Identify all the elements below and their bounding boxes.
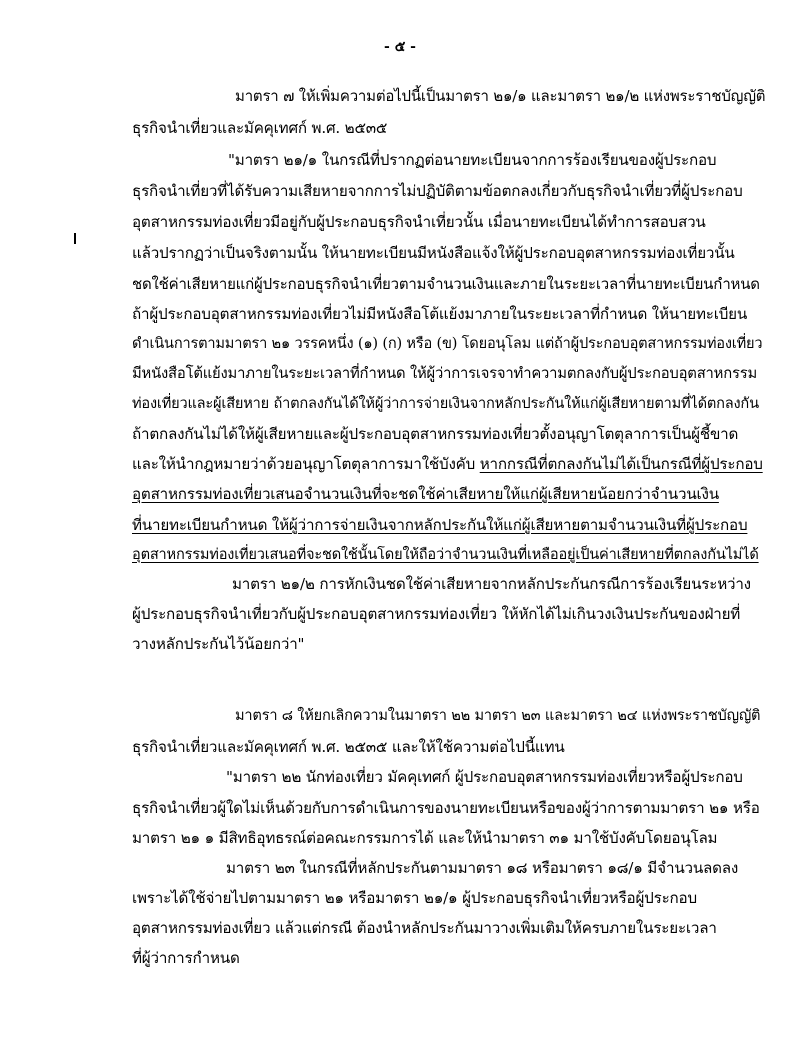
text-line: มาตรา ๒๓ ในกรณีที่หลักประกันตามมาตรา ๑๘ หรือมาตรา ๑๘/๑ มีจำนวนลดลง: [226, 859, 739, 877]
text-line: เพราะได้ใช้จ่ายไปตามมาตรา ๒๑ หรือมาตรา ๒๑/๑ ผู้ประกอบธุรกิจนำเที่ยวหรือผู้ประกอบ: [132, 889, 697, 907]
text-line: อุตสาหกรรมท่องเที่ยว แล้วแต่กรณี ต้องนำหลักประกันมาวางเพิ่มเติมให้ครบภายในระยะเวลา: [132, 919, 717, 937]
text-line: ธุรกิจนำเที่ยวและมัคคุเทศก์ พ.ศ. ๒๕๓๕ และให้ใช้ความต่อไปนี้แทน: [132, 738, 565, 756]
text-line: "มาตรา ๒๒ นักท่องเที่ยว มัคคุเทศก์ ผู้ประกอบอุตสาหกรรมท่องเที่ยวหรือผู้ประกอบ: [226, 768, 743, 786]
text-line: ถ้าตกลงกันไม่ได้ให้ผู้เสียหายและผู้ประกอบอุตสาหกรรมท่องเที่ยวตั้งอนุญาโตตุลาการเป็นผู้ชี้ขาด: [132, 425, 739, 443]
text-line: อุตสาหกรรมท่องเที่ยวเสนอที่จะชดใช้นั้นโดยให้ถือว่าจำนวนเงินที่เหลืออยู่เป็นค่าเสียหายที่ตกลงกันไม่ได้: [132, 546, 759, 563]
scan-mark: [74, 233, 76, 244]
text-line: ธุรกิจนำเที่ยวผู้ใดไม่เห็นด้วยกับการดำเนินการของนายทะเบียนหรือของผู้ว่าการตามมาตรา ๒๑ หรือ: [132, 799, 760, 817]
page-number: - ๕ -: [384, 39, 416, 55]
text-line: ธุรกิจนำเที่ยวและมัคคุเทศก์ พ.ศ. ๒๕๓๕: [132, 119, 388, 137]
text-line: ดำเนินการตามมาตรา ๒๑ วรรคหนึ่ง (๑) (ก) หรือ (ข) โดยอนุโลม แต่ถ้าผู้ประกอบอุตสาหกรรมท่องเที่ยว: [132, 335, 763, 352]
text-line: อุตสาหกรรมท่องเที่ยวมีอยู่กับผู้ประกอบธุรกิจนำเที่ยวนั้น เมื่อนายทะเบียนได้ทำการสอบสวน: [132, 213, 706, 231]
text-line: มาตรา ๒๑ ๑ มีสิทธิอุทธรณ์ต่อคณะกรรมการได้ และให้นำมาตรา ๓๑ มาใช้บังคับโดยอนุโลม: [132, 829, 718, 847]
text-line: มีหนังสือโต้แย้งมาภายในระยะเวลาที่กำหนด ให้ผู้ว่าการเจรจาทำความตกลงกับผู้ประกอบอุตสาหกรรม: [132, 365, 758, 382]
text-line: อุตสาหกรรมท่องเที่ยวเสนอจำนวนเงินที่จะชดใช้ค่าเสียหายให้แก่ผู้เสียหายน้อยกว่าจำนวนเงิน: [132, 485, 719, 503]
text-line: มาตรา ๒๑/๒ การหักเงินชดใช้ค่าเสียหายจากหลักประกันกรณีการร้องเรียนระหว่าง: [232, 575, 751, 593]
text-line: มาตรา ๗ ให้เพิ่มความต่อไปนี้เป็นมาตรา ๒๑/๑ และมาตรา ๒๑/๒ แห่งพระราชบัญญัติ: [235, 87, 766, 105]
text-line: วางหลักประกันไว้น้อยกว่า": [132, 635, 305, 653]
text-line: ชดใช้ค่าเสียหายแก่ผู้ประกอบธุรกิจนำเที่ยวตามจำนวนเงินและภายในระยะเวลาที่นายทะเบียนกำหนด: [132, 275, 760, 293]
text-line: ธุรกิจนำเที่ยวที่ได้รับความเสียหายจากการไม่ปฏิบัติตามข้อตกลงเกี่ยวกับธุรกิจนำเที่ยวที่ผู้ประกอบ: [132, 182, 743, 200]
text-line: แล้วปรากฏว่าเป็นจริงตามนั้น ให้นายทะเบียนมีหนังสือแจ้งให้ผู้ประกอบอุตสาหกรรมท่องเที่ยวนั้น: [132, 244, 735, 262]
text-line: ที่ผู้ว่าการกำหนด: [132, 949, 240, 967]
text-line: ท่องเที่ยวและผู้เสียหาย ถ้าตกลงกันได้ให้ผู้ว่าการจ่ายเงินจากหลักประกันให้แก่ผู้เสียหายตามที่ได้ตกลงกัน: [132, 395, 759, 412]
text-line: ผู้ประกอบธุรกิจนำเที่ยวกับผู้ประกอบอุตสาหกรรมท่องเที่ยว ให้หักได้ไม่เกินวงเงินประกันของฝ่ายที่: [132, 605, 741, 623]
text-line: ถ้าผู้ประกอบอุตสาหกรรมท่องเที่ยวไม่มีหนังสือโต้แย้งมาภายในระยะเวลาที่กำหนด ให้นายทะเบียน: [132, 305, 748, 323]
text-line: ที่นายทะเบียนกำหนด ให้ผู้ว่าการจ่ายเงินจากหลักประกันให้แก่ผู้เสียหายตามจำนวนเงินที่ผู้ประกอบ: [132, 516, 748, 534]
text-line: และให้นำกฎหมายว่าด้วยอนุญาโตตุลาการมาใช้บังคับ หากกรณีที่ตกลงกันไม่ได้เป็นกรณีที่ผู้ประกอบ: [132, 455, 763, 473]
text-line: มาตรา ๘ ให้ยกเลิกความในมาตรา ๒๒ มาตรา ๒๓ และมาตรา ๒๔ แห่งพระราชบัญญัติ: [235, 707, 761, 724]
text-line: "มาตรา ๒๑/๑ ในกรณีที่ปรากฏต่อนายทะเบียนจากการร้องเรียนของผู้ประกอบ: [228, 151, 717, 169]
